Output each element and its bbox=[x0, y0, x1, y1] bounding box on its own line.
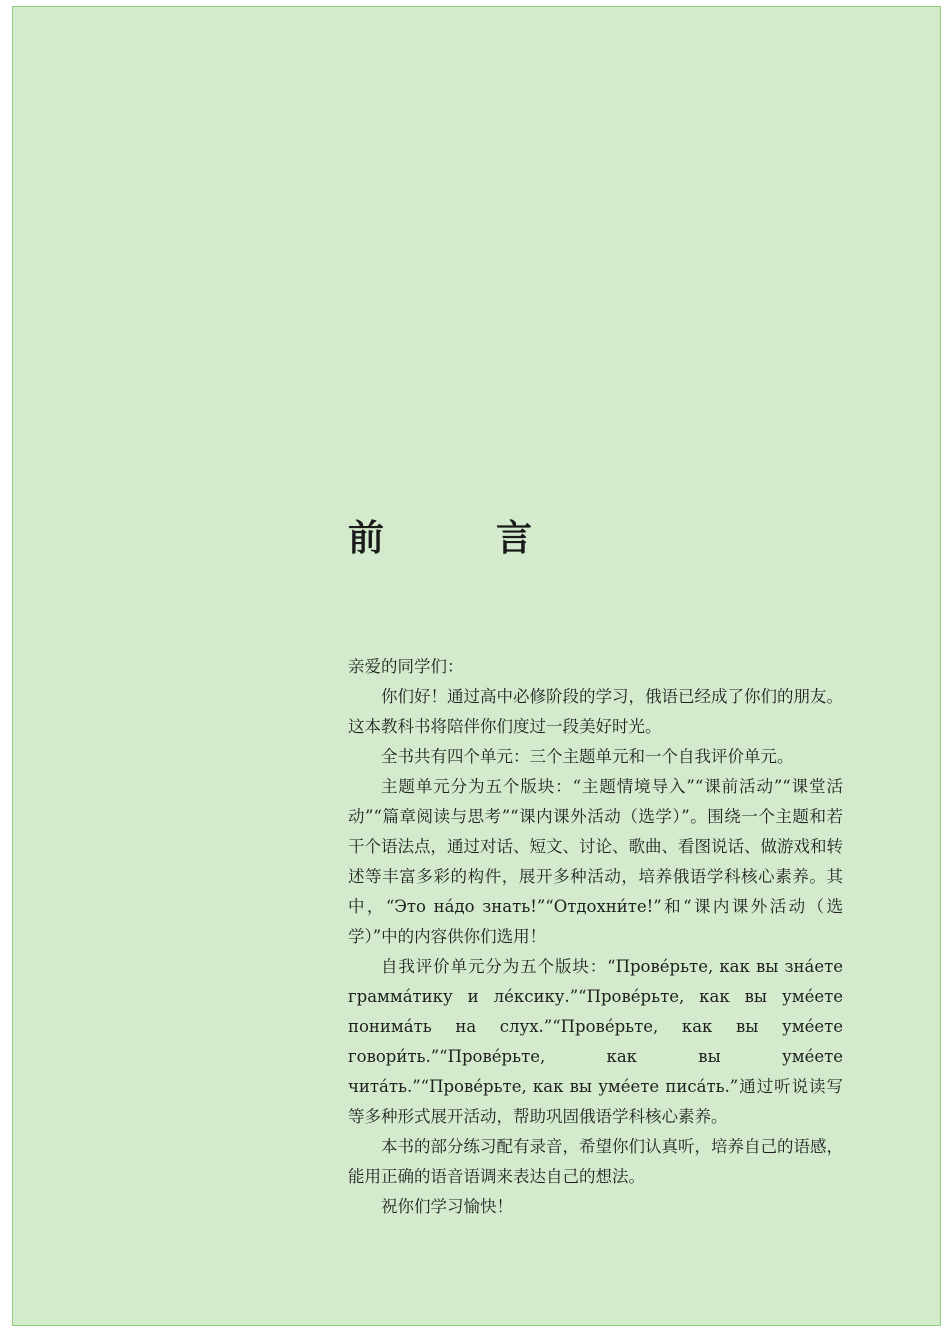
paragraph: 本书的部分练习配有录音，希望你们认真听，培养自己的语感，能用正确的语音语调来表达自己的想法。 bbox=[348, 1137, 843, 1186]
preface-body bbox=[348, 652, 843, 1222]
greeting: 亲爱的同学们： bbox=[348, 657, 464, 676]
paragraph: 全书共有四个单元：三个主题单元和一个自我评价单元。 bbox=[381, 747, 794, 766]
paragraph: 自我评价单元分为五个版块：“Прове́рьте, как вы зна́ете грамма́тику и ле́ксику.”“Прове́рьте, как вы уме́ете понима́ть на слух.”“Прове́рьте, как вы уме́ете говори́ть.”“Прове́рьте, как вы уме́ете чита́ть.”“Прове́рьте, как вы уме́ете писа́ть.”通过听说读写等多种形式展开活动，帮助巩固俄语学科核心素养。 bbox=[348, 957, 843, 1126]
page-title: 前 言 bbox=[348, 517, 571, 559]
page bbox=[12, 6, 941, 1326]
paragraph: 主题单元分为五个版块：“主题情境导入”“课前活动”“课堂活动”“篇章阅读与思考”“课内课外活动（选学）”。围绕一个主题和若干个语法点，通过对话、短文、讨论、歌曲、看图说话、做游戏和转述等丰富多彩的构件，展开多种活动，培养俄语学科核心素养。其中，“Это на́до знать!”“Отдохни́те!”和“课内课外活动（选学）”中的内容供你们选用！ bbox=[348, 777, 843, 946]
paragraph: 你们好！通过高中必修阶段的学习，俄语已经成了你们的朋友。这本教科书将陪伴你们度过一段美好时光。 bbox=[348, 687, 843, 736]
closing-line: 祝你们学习愉快！ bbox=[381, 1197, 513, 1216]
